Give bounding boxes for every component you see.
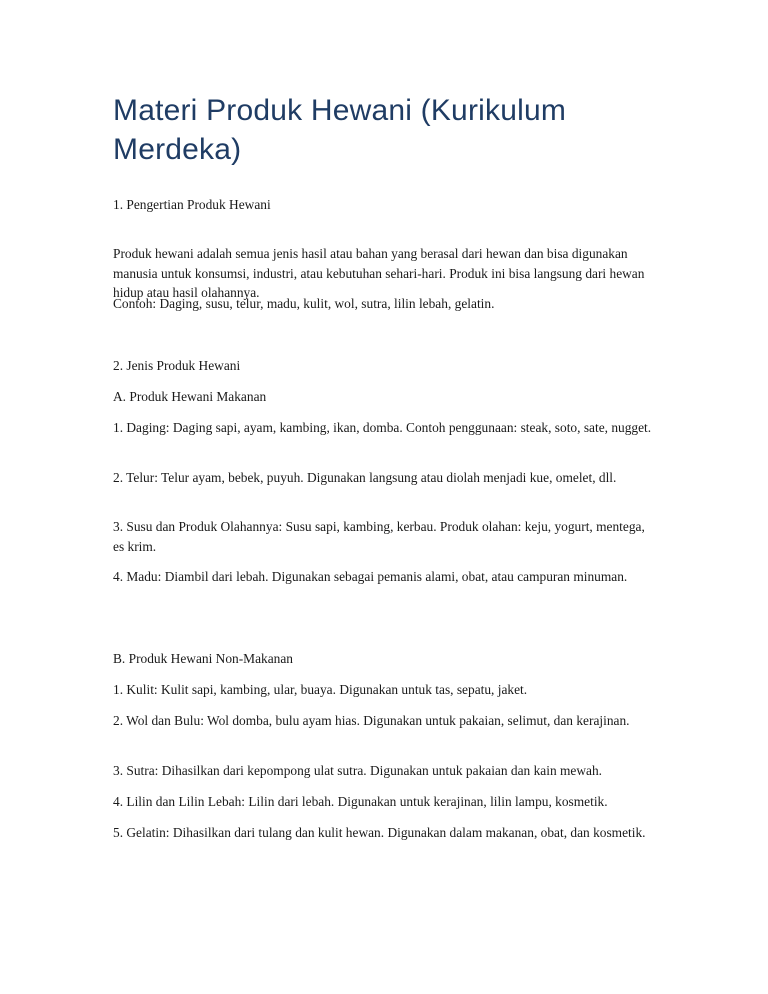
list-item-susu: 3. Susu dan Produk Olahannya: Susu sapi, kambing, kerbau. Produk olahan: keju, yogurt, mentega, es krim.	[113, 519, 645, 554]
section-heading-jenis: 2. Jenis Produk Hewani	[113, 358, 241, 373]
list-item-telur: 2. Telur: Telur ayam, bebek, puyuh. Digunakan langsung atau diolah menjadi kue, omelet, dll.	[113, 470, 617, 485]
document-title: Materi Produk Hewani (Kurikulum Merdeka)	[113, 94, 567, 166]
list-item-gelatin: 5. Gelatin: Dihasilkan dari tulang dan kulit hewan. Digunakan dalam makanan, obat, dan kosmetik.	[113, 825, 646, 840]
definition-paragraph: Produk hewani adalah semua jenis hasil atau bahan yang berasal dari hewan dan bisa digunakan manusia untuk konsumsi, industri, atau kebutuhan sehari-hari. Produk ini bisa langsung dari hewan hidup atau hasil olahannya.	[113, 246, 645, 300]
examples-paragraph: Contoh: Daging, susu, telur, madu, kulit, wol, sutra, lilin lebah, gelatin.	[113, 296, 495, 311]
subsection-heading-makanan: A. Produk Hewani Makanan	[113, 389, 267, 404]
list-item-wol: 2. Wol dan Bulu: Wol domba, bulu ayam hias. Digunakan untuk pakaian, selimut, dan kerajinan.	[113, 713, 630, 728]
list-item-lilin: 4. Lilin dan Lilin Lebah: Lilin dari lebah. Digunakan untuk kerajinan, lilin lampu, kosmetik.	[113, 794, 608, 809]
list-item-sutra: 3. Sutra: Dihasilkan dari kepompong ulat sutra. Digunakan untuk pakaian dan kain mewah.	[113, 763, 603, 778]
list-item-madu: 4. Madu: Diambil dari lebah. Digunakan sebagai pemanis alami, obat, atau campuran minuman.	[113, 569, 628, 584]
subsection-heading-non-makanan: B. Produk Hewani Non-Makanan	[113, 651, 293, 666]
section-heading-pengertian: 1. Pengertian Produk Hewani	[113, 197, 271, 212]
list-item-kulit: 1. Kulit: Kulit sapi, kambing, ular, buaya. Digunakan untuk tas, sepatu, jaket.	[113, 682, 528, 697]
list-item-daging: 1. Daging: Daging sapi, ayam, kambing, ikan, domba. Contoh penggunaan: steak, soto, sate, nugget.	[113, 420, 652, 435]
